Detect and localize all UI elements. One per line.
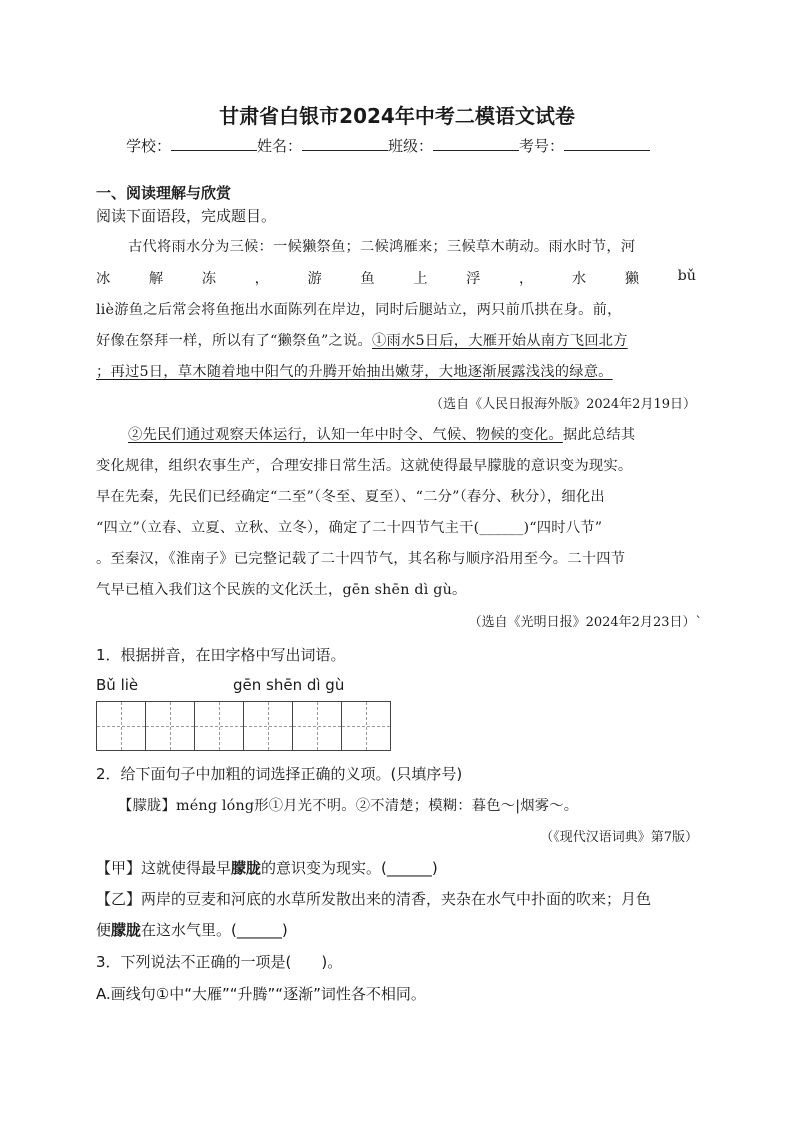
- exam-no-label: 考号：: [519, 137, 565, 155]
- passage2-line1: [128, 424, 635, 444]
- question-3: 3．下列说法不正确的一项是( )。: [96, 953, 343, 971]
- passage1-line1: 古代将雨水分为三候：一候獭祭鱼；二候鸿雁来；三候草木萌动。雨水时节，河: [128, 239, 636, 255]
- passage2-line2: 变化规律，组织农事生产，合理安排日常生活。这就使得最早朦胧的意识变为现实。: [96, 458, 633, 474]
- jia-text: 【甲】这就使得最早: [96, 859, 232, 877]
- exam-no-field[interactable]: [564, 135, 650, 151]
- passage1-source: （选自《人民日报海外版》2024年2月19日）: [430, 397, 696, 412]
- passage1-line5: [96, 361, 613, 381]
- line4-text: 好像在祭拜一样，所以有了“獭祭鱼”之说。: [96, 333, 372, 349]
- word: 水: [571, 271, 587, 287]
- passage1-line2: [96, 268, 696, 288]
- grid-cell[interactable]: [292, 701, 342, 751]
- passage2-source: （选自《光明日报》2024年2月23日）`: [468, 615, 702, 630]
- passage1-line4: [96, 330, 628, 350]
- word: 上: [413, 271, 428, 287]
- word: 鱼: [360, 271, 375, 287]
- pinyin-2: gēn shēn dì gù: [233, 676, 345, 694]
- sentence-jia: [96, 857, 438, 878]
- word: 冰: [96, 271, 111, 287]
- student-info-line: [126, 135, 650, 156]
- word: ，: [519, 271, 534, 287]
- grid-cell[interactable]: [194, 701, 244, 751]
- class-label: 班级：: [388, 137, 434, 155]
- passage2-line4: “四立”（立春、立夏、立秋、立冬），确定了二十四节气主干(______)“四时八节”: [96, 520, 603, 536]
- option-a[interactable]: A.画线句①中“大雁”“升腾”“逐渐”词性各不相同。: [96, 985, 426, 1003]
- sentence-yi-line1: 【乙】两岸的豆麦和河底的水草所发散出来的清香，夹杂在水气中扑面的吹来；月色: [96, 890, 652, 908]
- name-field[interactable]: [302, 135, 388, 151]
- school-field[interactable]: [171, 135, 257, 151]
- word: 浮: [466, 271, 481, 287]
- bold-word: 朦胧: [111, 921, 142, 939]
- definition-source: （《现代汉语词典》第7版）: [540, 830, 698, 845]
- passage2-line6: 气早已植入我们这个民族的文化沃土，gēn shēn dì gù。: [96, 582, 467, 598]
- sentence-yi-line2: [96, 919, 288, 940]
- school-label: 学校：: [126, 137, 172, 155]
- class-field[interactable]: [433, 135, 519, 151]
- word: 游: [307, 271, 322, 287]
- tianzige-grid: [97, 701, 391, 751]
- bold-word: 朦胧: [231, 859, 262, 877]
- yi-text-end: 在这水气里。(______): [141, 921, 288, 939]
- section-heading: 一、阅读理解与欣赏: [96, 184, 232, 202]
- passage1-line3: liè游鱼之后常会将鱼拖出水面陈列在岸边，同时后腿站立，两只前爪拱在身。前，: [96, 302, 622, 318]
- passage2-line5: 。至秦汉，《淮南子》已完整记载了二十四节气，其名称与顺序沿用至今。二十四节: [96, 551, 626, 567]
- passage2-line3: 早在先秦，先民们已经确定“二至”（冬至、夏至）、“二分”（春分、秋分），细化出: [96, 489, 605, 505]
- question-2: 2．给下面句子中加粗的词选择正确的义项。(只填序号): [96, 765, 463, 783]
- grid-cell[interactable]: [243, 701, 293, 751]
- underlined-sentence-2: ②先民们通过观察天体运行，认知一年中时令、气候、物候的变化。: [128, 427, 563, 443]
- grid-cell[interactable]: [145, 701, 195, 751]
- reading-instruction: 阅读下面语段，完成题目。: [96, 207, 277, 225]
- underlined-sentence-1: ①雨水5日后，大雁开始从南方飞回北方: [371, 333, 628, 349]
- name-label: 姓名：: [257, 137, 303, 155]
- word: 解: [148, 271, 164, 287]
- word: bǔ: [677, 268, 696, 284]
- grid-cell[interactable]: [96, 701, 146, 751]
- word: ，: [254, 271, 269, 287]
- page-title: 甘肃省白银市2024年中考二模语文试卷: [219, 104, 575, 128]
- line1-tail: 据此总结其: [562, 427, 636, 443]
- word: 獭: [624, 271, 640, 287]
- dictionary-definition: 【朦胧】méng lóng形①月光不明。②不清楚；模糊：暮色～|烟雾～。: [118, 798, 579, 814]
- question-1: 1．根据拼音，在田字格中写出词语。: [96, 646, 346, 664]
- yi-text: 便: [96, 921, 112, 939]
- grid-cell[interactable]: [341, 701, 391, 751]
- word: 冻: [201, 271, 217, 287]
- pinyin-1: Bǔ liè: [96, 676, 139, 694]
- underlined-sentence-1-cont: ；再过5日，草木随着地中阳气的升腾开始抽出嫩芽，大地逐渐展露浅浅的绿意。: [96, 364, 613, 380]
- jia-text-end: 的意识变为现实。(______): [261, 859, 438, 877]
